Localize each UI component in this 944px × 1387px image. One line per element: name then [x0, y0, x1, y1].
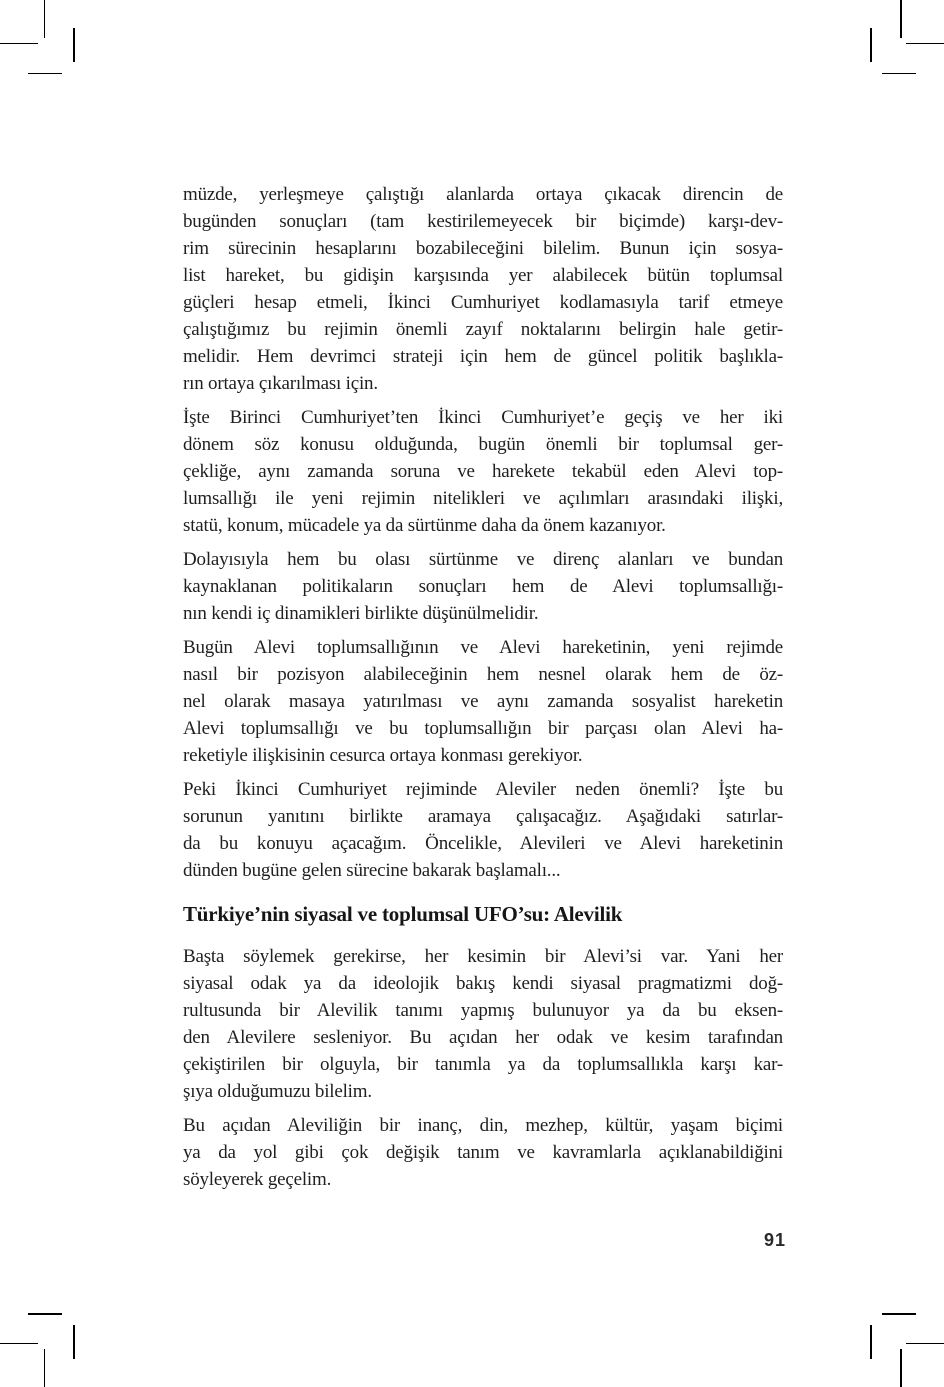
text-line: den Alevilere sesleniyor. Bu açıdan her odak ve kesim tarafından [183, 1027, 783, 1048]
crop-mark-bottom-left-inner-vertical [73, 1325, 75, 1359]
text-line: sorunun yanıtını birlikte aramaya çalışacağız. Aşağıdaki satırlar- [183, 806, 783, 827]
text-line: statü, konum, mücadele ya da sürtünme daha da önem kazanıyor. [183, 515, 666, 536]
text-line: söyleyerek geçelim. [183, 1169, 332, 1190]
crop-mark-bottom-left-vertical [44, 1349, 46, 1387]
section-heading: Türkiye’nin siyasal ve toplumsal UFO’su: Alevilik [183, 902, 623, 926]
crop-mark-bottom-left-inner-horizontal [28, 1313, 62, 1315]
text-line: rın ortaya çıkarılması için. [183, 373, 378, 394]
text-line: müzde, yerleşmeye çalıştığı alanlarda ortaya çıkacak direncin de [183, 184, 783, 205]
page-number: 91 [763, 1230, 786, 1250]
text-line: lumsallığı ile yeni rejimin nitelikleri ve açılımları arasındaki ilişki, [183, 488, 783, 509]
paragraph [183, 634, 783, 769]
text-line: nasıl bir pozisyon alabileceğinin hem nesnel olarak hem de öz- [183, 664, 783, 685]
crop-mark-top-left-horizontal [0, 43, 38, 45]
paragraph [183, 546, 783, 627]
text-line: reketiyle ilişkisinin cesurca ortaya konması gerekiyor. [183, 745, 583, 766]
paragraph [183, 181, 783, 397]
text-line: güçleri hesap etmeli, İkinci Cumhuriyet kodlamasıyla tarif etmeye [183, 292, 783, 313]
paragraph [183, 776, 783, 884]
crop-mark-bottom-right-vertical [900, 1349, 902, 1387]
text-line: Dolayısıyla hem bu olası sürtünme ve direnç alanları ve bundan [183, 549, 783, 570]
crop-mark-top-left-vertical [44, 0, 46, 38]
text-line: siyasal odak ya da ideolojik bakış kendi siyasal pragmatizmi doğ- [183, 973, 783, 994]
crop-mark-bottom-right-inner-horizontal [882, 1313, 916, 1315]
text-line: çalıştığımız bu rejimin önemli zayıf noktalarını belirgin hale getir- [183, 319, 783, 340]
paragraph [183, 1112, 783, 1193]
text-column [183, 181, 783, 1200]
text-line: Bugün Alevi toplumsallığının ve Alevi hareketinin, yeni rejimde [183, 637, 783, 658]
crop-mark-top-left-inner-horizontal [28, 73, 62, 75]
text-line: dünden bugüne gelen sürecine bakarak başlamalı... [183, 860, 561, 881]
crop-mark-bottom-right-inner-vertical [870, 1325, 872, 1359]
crop-mark-bottom-left-horizontal [0, 1343, 38, 1345]
crop-mark-top-right-horizontal [906, 43, 944, 45]
crop-mark-bottom-right-horizontal [906, 1343, 944, 1345]
crop-mark-top-left-inner-vertical [73, 28, 75, 62]
text-line: da bu konuyu açacağım. Öncelikle, Alevileri ve Alevi hareketinin [183, 833, 783, 854]
text-line: nın kendi iç dinamikleri birlikte düşünülmelidir. [183, 603, 539, 624]
paragraph [183, 404, 783, 539]
text-line: İşte Birinci Cumhuriyet’ten İkinci Cumhuriyet’e geçiş ve her iki [183, 407, 783, 428]
text-line: melidir. Hem devrimci strateji için hem de güncel politik başlıkla- [183, 346, 783, 367]
text-line: list hareket, bu gidişin karşısında yer alabilecek bütün toplumsal [183, 265, 783, 286]
text-line: çekliğe, aynı zamanda soruna ve harekete tekabül eden Alevi top- [183, 461, 783, 482]
text-line: Başta söylemek gerekirse, her kesimin bir Alevi’si var. Yani her [183, 946, 783, 967]
text-line: rultusunda bir Alevilik tanımı yapmış bulunuyor ya da bu eksen- [183, 1000, 783, 1021]
crop-mark-top-right-inner-horizontal [882, 73, 916, 75]
text-line: dönem söz konusu olduğunda, bugün önemli bir toplumsal ger- [183, 434, 783, 455]
text-line: çekiştirilen bir olguyla, bir tanımla ya da toplumsallıkla karşı kar- [183, 1054, 783, 1075]
text-line: Peki İkinci Cumhuriyet rejiminde Aleviler neden önemli? İşte bu [183, 779, 783, 800]
text-line: rim sürecinin hesaplarını bozabileceğini bilelim. Bunun için sosya- [183, 238, 783, 259]
text-line: ya da yol gibi çok değişik tanım ve kavramlarla açıklanabildiğini [183, 1142, 783, 1163]
text-line: Bu açıdan Aleviliğin bir inanç, din, mezhep, kültür, yaşam biçimi [183, 1115, 783, 1136]
text-line: bugünden sonuçları (tam kestirilemeyecek bir biçimde) karşı-dev- [183, 211, 783, 232]
text-line: Alevi toplumsallığı ve bu toplumsallığın bir parçası olan Alevi ha- [183, 718, 783, 739]
text-line: kaynaklanan politikaların sonuçları hem de Alevi toplumsallığı- [183, 576, 783, 597]
text-line: şıya olduğumuzu bilelim. [183, 1081, 372, 1102]
text-line: nel olarak masaya yatırılması ve aynı zamanda sosyalist hareketin [183, 691, 783, 712]
crop-mark-top-right-vertical [900, 0, 902, 38]
paragraph [183, 943, 783, 1105]
crop-mark-top-right-inner-vertical [870, 28, 872, 62]
